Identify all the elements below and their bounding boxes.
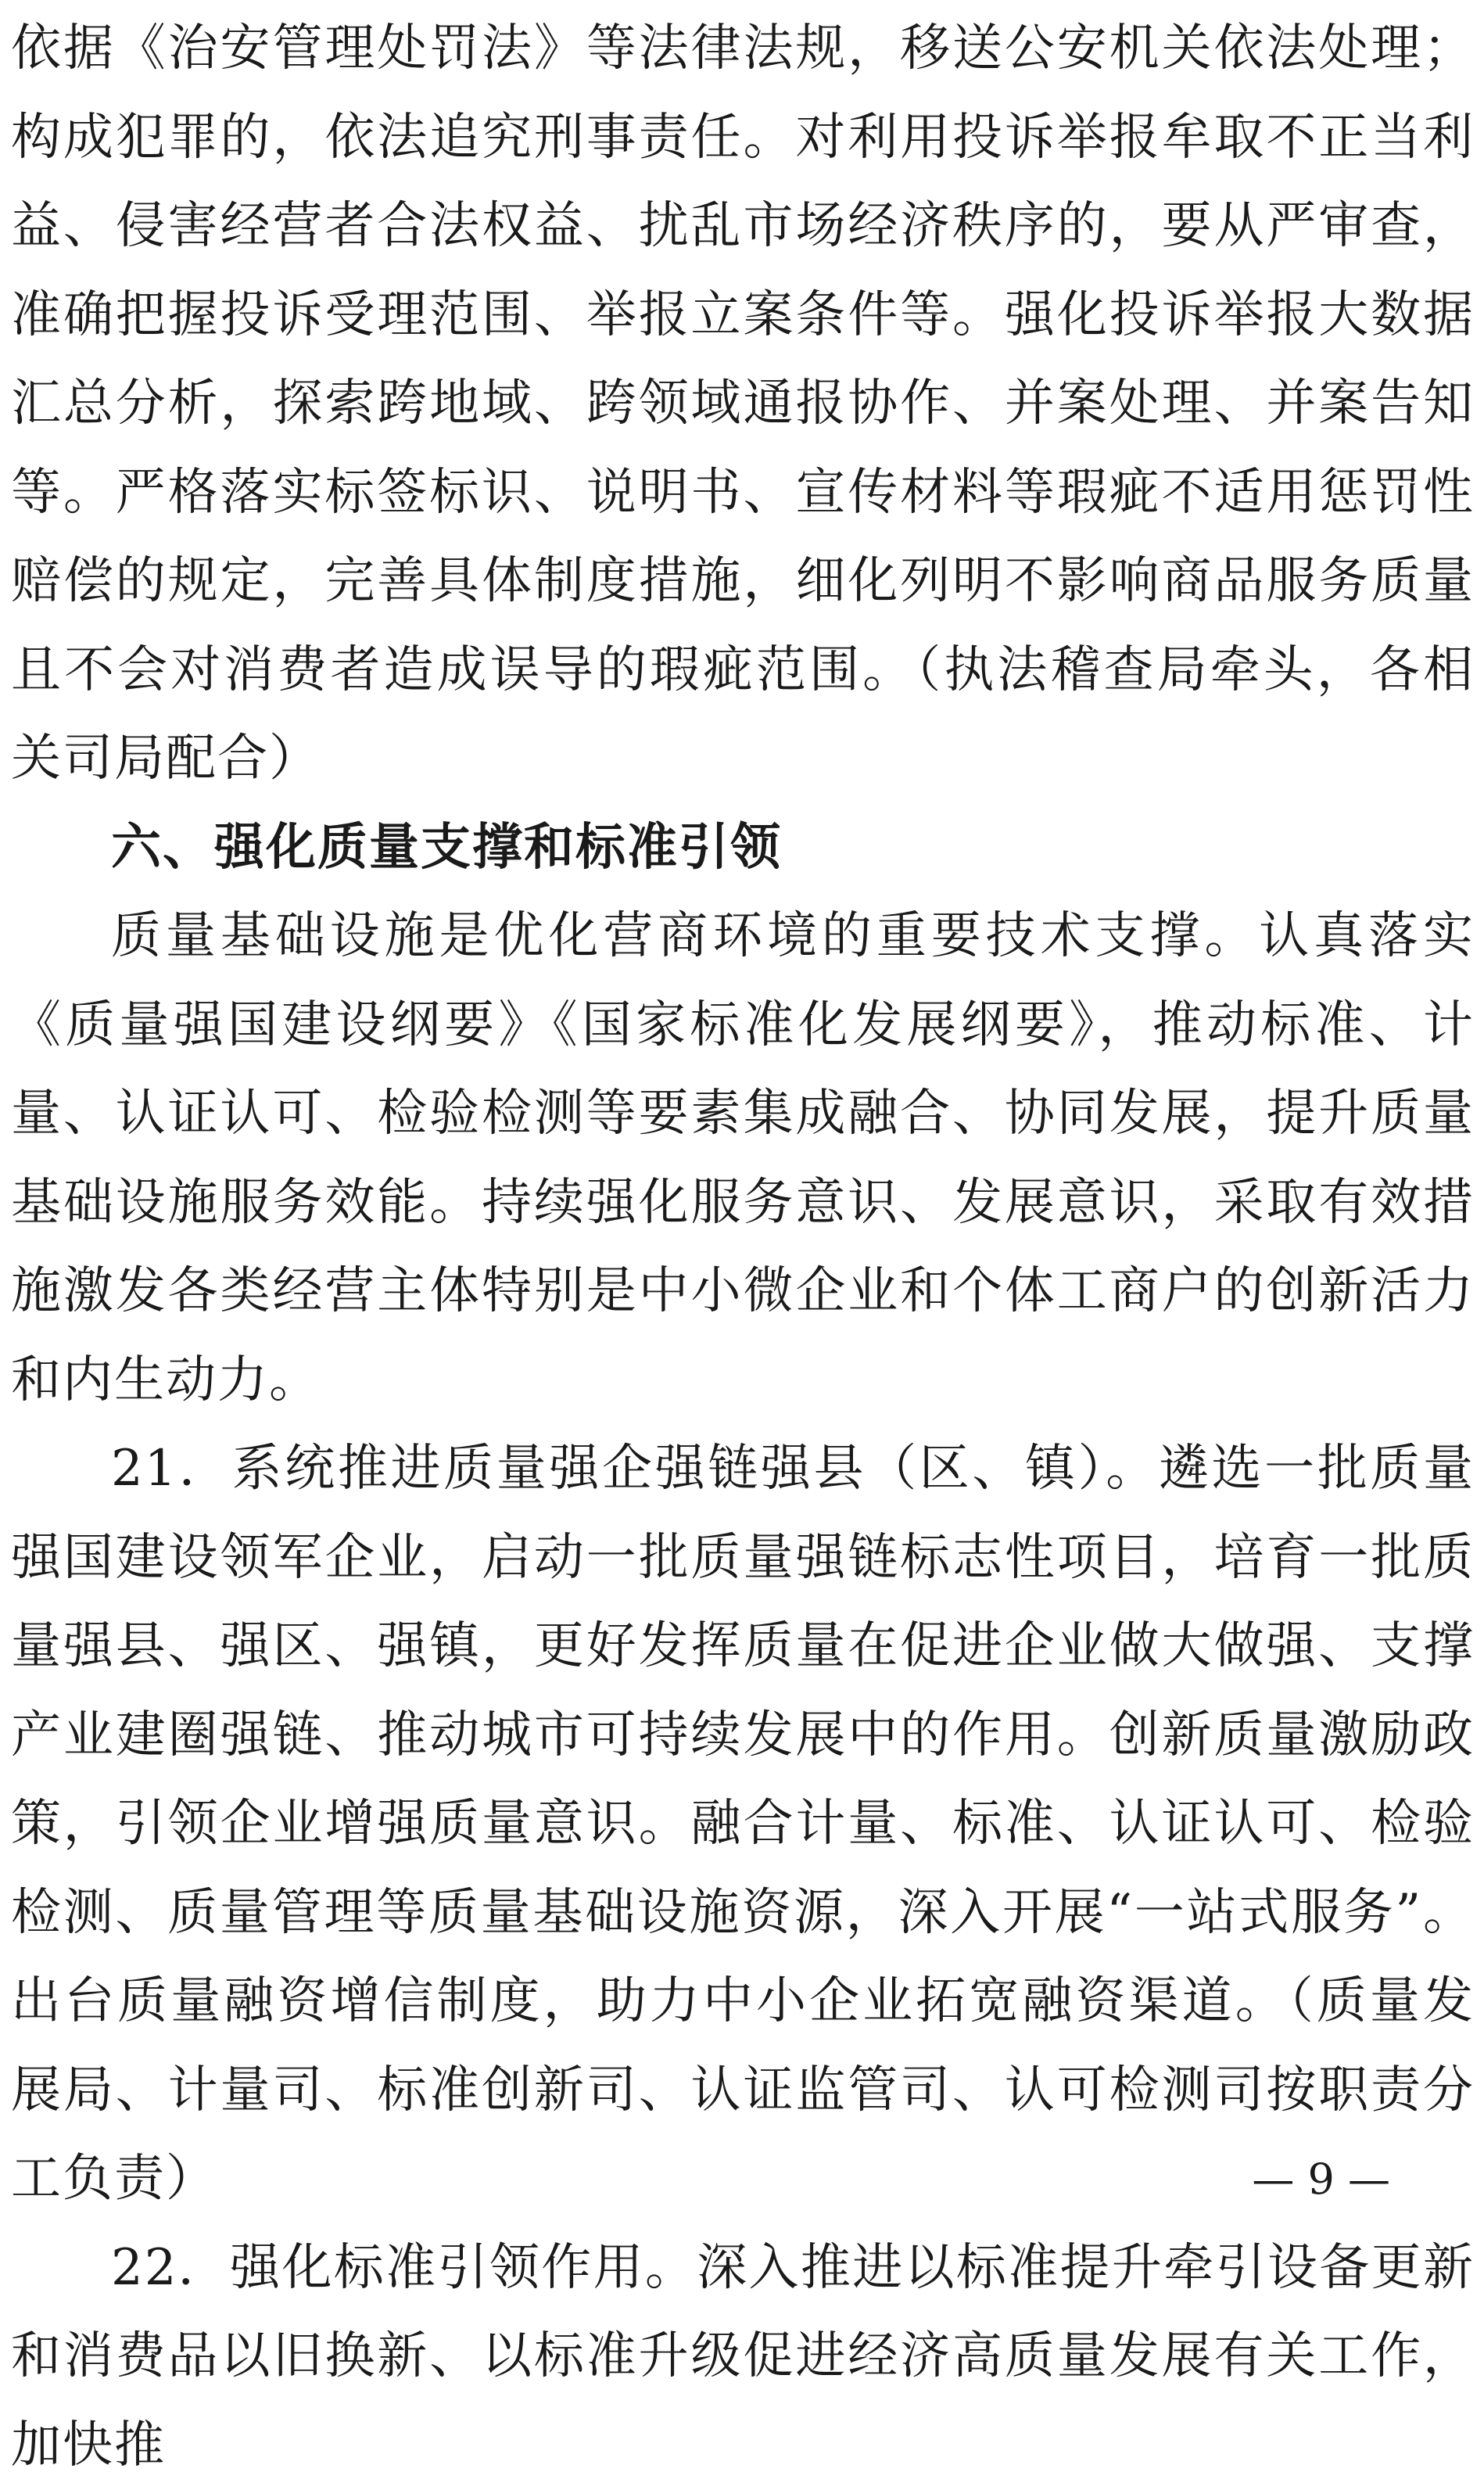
paragraph-quality-infrastructure: 质量基础设施是优化营商环境的重要技术支撑。认真落实《质量强国建设纲要》《国家标准化发展纲要》，推动标准、计量、认证认可、检验检测等要素集成融合、协同发展，提升质量基础设施服务效能。持续强化服务意识、发展意识，采取有效措施激发各类经营主体特别是中小微企业和个体工商户的创新活力和内生动力。 [11,892,1475,1425]
document-body [11,5,1475,2490]
section-heading-quality-standards: 六、强化质量支撑和标准引领 [11,804,1475,893]
paragraph-enforcement-continuation: 依据《治安管理处罚法》等法律法规，移送公安机关依法处理；构成犯罪的，依法追究刑事责任。对利用投诉举报牟取不正当利益、侵害经营者合法权益、扰乱市场经济秩序的，要从严审查，准确把握投诉受理范围、举报立案条件等。强化投诉举报大数据汇总分析，探索跨地域、跨领域通报协作、并案处理、并案告知等。严格落实标签标识、说明书、宣传材料等瑕疵不适用惩罚性赔偿的规定，完善具体制度措施，细化列明不影响商品服务质量且不会对消费者造成误导的瑕疵范围。（执法稽查局牵头，各相关司局配合） [11,5,1475,804]
paragraph-item-21: 21．系统推进质量强企强链强县（区、镇）。遴选一批质量强国建设领军企业，启动一批质量强链标志性项目，培育一批质量强县、强区、强镇，更好发挥质量在促进企业做大做强、支撑产业建圈强链、推动城市可持续发展中的作用。创新质量激励政策，引领企业增强质量意识。融合计量、标准、认证认可、检验检测、质量管理等质量基础设施资源，深入开展“一站式服务”。出台质量融资增信制度，助力中小企业拓宽融资渠道。（质量发展局、计量司、标准创新司、认证监管司、认可检测司按职责分工负责） [11,1425,1475,2224]
paragraph-item-22: 22．强化标准引领作用。深入推进以标准提升牵引设备更新和消费品以旧换新、以标准升级促进经济高质量发展有关工作，加快推 [11,2224,1475,2490]
page-number: — 9 — [1252,2158,1390,2201]
